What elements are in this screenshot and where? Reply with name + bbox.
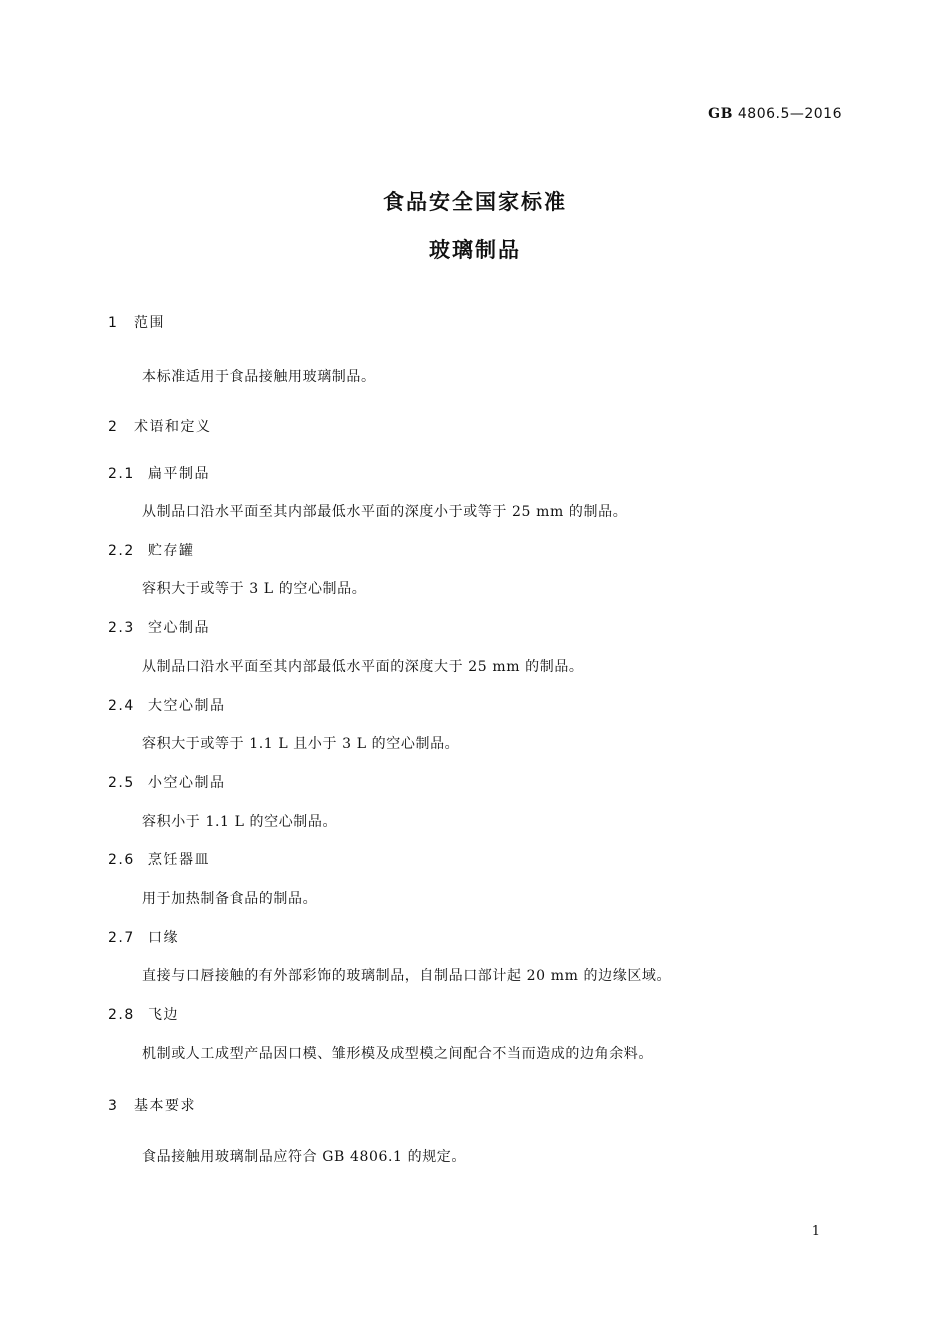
term-number: 2.4 xyxy=(108,698,135,714)
term-definition-2-5: 容积小于 1.1 L 的空心制品。 xyxy=(142,814,338,830)
term-title: 小空心制品 xyxy=(148,775,226,791)
term-title: 空心制品 xyxy=(148,620,210,636)
section-text-1: 本标准适用于食品接触用玻璃制品。 xyxy=(142,369,376,385)
term-heading-2-7 xyxy=(108,927,179,947)
section-title: 范围 xyxy=(134,315,165,331)
term-heading-2-8 xyxy=(108,1004,179,1024)
term-number: 2.1 xyxy=(108,466,135,482)
section-heading-3 xyxy=(108,1095,196,1115)
section-number: 3 xyxy=(108,1098,119,1114)
term-title: 飞边 xyxy=(148,1007,179,1023)
term-heading-2-6 xyxy=(108,849,210,869)
section-number: 2 xyxy=(108,419,119,435)
term-heading-2-3 xyxy=(108,617,210,637)
term-definition-2-1: 从制品口沿水平面至其内部最低水平面的深度小于或等于 25 mm 的制品。 xyxy=(142,504,628,520)
standard-code-prefix: GB xyxy=(708,106,733,122)
section-heading-2 xyxy=(108,416,212,436)
term-definition-2-2: 容积大于或等于 3 L 的空心制品。 xyxy=(142,581,367,597)
section-title: 术语和定义 xyxy=(134,419,212,435)
term-heading-2-2 xyxy=(108,540,195,560)
term-definition-2-6: 用于加热制备食品的制品。 xyxy=(142,891,318,907)
term-number: 2.5 xyxy=(108,775,135,791)
term-number: 2.6 xyxy=(108,852,135,868)
term-number: 2.8 xyxy=(108,1007,135,1023)
standard-code xyxy=(708,106,842,122)
document-subtitle: 玻璃制品 xyxy=(429,238,521,262)
section-heading-1 xyxy=(108,312,165,332)
term-definition-2-4: 容积大于或等于 1.1 L 且小于 3 L 的空心制品。 xyxy=(142,736,460,752)
term-title: 贮存罐 xyxy=(148,543,195,559)
term-number: 2.7 xyxy=(108,930,135,946)
term-title: 大空心制品 xyxy=(148,698,226,714)
standard-code-number: 4806.5—2016 xyxy=(737,106,842,122)
term-heading-2-1 xyxy=(108,463,210,483)
term-title: 口缘 xyxy=(148,930,179,946)
term-title: 扁平制品 xyxy=(148,466,210,482)
term-title: 烹饪器皿 xyxy=(148,852,210,868)
term-definition-2-3: 从制品口沿水平面至其内部最低水平面的深度大于 25 mm 的制品。 xyxy=(142,659,584,675)
section-title: 基本要求 xyxy=(134,1098,196,1114)
term-heading-2-4 xyxy=(108,695,226,715)
document-title: 食品安全国家标准 xyxy=(383,190,567,214)
page-number: 1 xyxy=(811,1224,820,1239)
section-text-3: 食品接触用玻璃制品应符合 GB 4806.1 的规定。 xyxy=(142,1149,467,1165)
term-definition-2-7: 直接与口唇接触的有外部彩饰的玻璃制品，自制品口部计起 20 mm 的边缘区域。 xyxy=(142,968,672,984)
term-number: 2.2 xyxy=(108,543,135,559)
term-definition-2-8: 机制或人工成型产品因口模、雏形模及成型模之间配合不当而造成的边角余料。 xyxy=(142,1046,653,1062)
section-number: 1 xyxy=(108,315,119,331)
term-number: 2.3 xyxy=(108,620,135,636)
term-heading-2-5 xyxy=(108,772,226,792)
